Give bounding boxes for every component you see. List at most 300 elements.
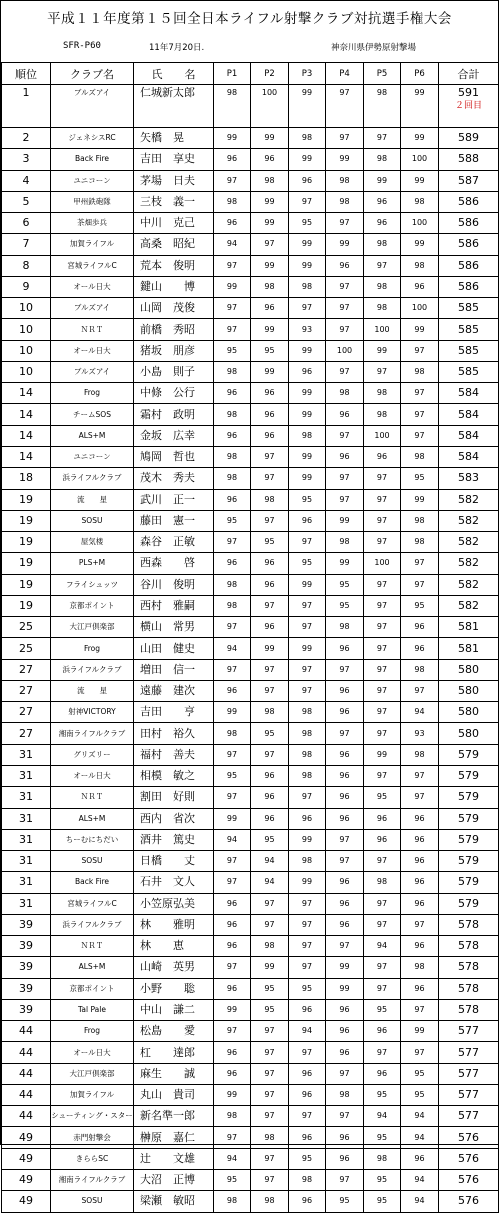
series-score-cell: 100 xyxy=(401,149,439,170)
series-score-cell: 94 xyxy=(214,638,251,659)
series-score-cell: 96 xyxy=(326,1148,364,1169)
series-score-cell: 98 xyxy=(326,532,364,553)
total-value: 579 xyxy=(458,790,479,804)
table-row xyxy=(2,1170,499,1191)
series-score-cell: 97 xyxy=(214,872,251,893)
total-cell xyxy=(439,659,499,680)
series-score-cell: 95 xyxy=(401,1063,439,1084)
club-cell: ブルズアイ xyxy=(51,361,134,382)
table-row xyxy=(2,787,499,808)
series-score-cell: 97 xyxy=(364,595,401,616)
series-score-cell: 97 xyxy=(214,617,251,638)
series-score-cell: 96 xyxy=(214,553,251,574)
series-score-cell: 99 xyxy=(289,468,326,489)
shooter-name-cell: 酒井 篤史 xyxy=(134,829,214,850)
table-row xyxy=(2,361,499,382)
club-cell: ブルズアイ xyxy=(51,85,134,128)
series-score-cell: 99 xyxy=(289,574,326,595)
rank-cell: 7 xyxy=(2,234,51,255)
series-score-cell: 98 xyxy=(214,574,251,595)
shooter-name-cell: 石井 文人 xyxy=(134,872,214,893)
table-row xyxy=(2,765,499,786)
series-score-cell: 97 xyxy=(401,680,439,701)
series-score-cell: 99 xyxy=(364,744,401,765)
club-cell: ALS+M xyxy=(51,808,134,829)
club-cell: 大江戸倶楽部 xyxy=(51,617,134,638)
rank-cell: 31 xyxy=(2,893,51,914)
table-row xyxy=(2,1042,499,1063)
series-score-cell: 97 xyxy=(251,893,289,914)
series-score-cell: 97 xyxy=(364,893,401,914)
table-row xyxy=(2,1063,499,1084)
series-score-cell: 96 xyxy=(326,765,364,786)
table-row xyxy=(2,851,499,872)
club-cell: グリズリー xyxy=(51,744,134,765)
club-cell: ジェネシスRC xyxy=(51,128,134,149)
rank-cell: 6 xyxy=(2,213,51,234)
series-score-cell: 98 xyxy=(289,851,326,872)
total-value: 580 xyxy=(458,662,479,676)
club-cell: 甲州鉄砲隊 xyxy=(51,191,134,212)
rank-cell: 27 xyxy=(2,659,51,680)
shooter-name-cell: 吉田 享史 xyxy=(134,149,214,170)
series-score-cell: 93 xyxy=(289,319,326,340)
series-score-cell: 98 xyxy=(364,404,401,425)
club-cell: 宮城ライフルC xyxy=(51,893,134,914)
table-row xyxy=(2,553,499,574)
shooter-name-cell: 鳩岡 哲也 xyxy=(134,446,214,467)
series-score-cell: 97 xyxy=(401,1042,439,1063)
club-cell: 京都ポイント xyxy=(51,595,134,616)
table-row xyxy=(2,936,499,957)
total-value: 576 xyxy=(458,1130,479,1144)
series-score-cell: 95 xyxy=(214,340,251,361)
series-score-cell: 98 xyxy=(214,361,251,382)
shooter-name-cell: 小野 聡 xyxy=(134,978,214,999)
table-row xyxy=(2,468,499,489)
club-cell: シューティング・スター xyxy=(51,1106,134,1127)
series-score-cell: 99 xyxy=(326,553,364,574)
rank-cell: 31 xyxy=(2,765,51,786)
shooter-name-cell: 榊原 嘉仁 xyxy=(134,1127,214,1148)
table-row xyxy=(2,383,499,404)
table-row xyxy=(2,128,499,149)
series-score-cell: 97 xyxy=(364,680,401,701)
total-value: 584 xyxy=(458,407,479,421)
series-score-cell: 96 xyxy=(214,893,251,914)
series-score-cell: 97 xyxy=(251,468,289,489)
series-score-cell: 95 xyxy=(401,468,439,489)
total-cell xyxy=(439,1063,499,1084)
rank-cell: 44 xyxy=(2,1106,51,1127)
total-value: 582 xyxy=(458,598,479,612)
series-score-cell: 98 xyxy=(364,1148,401,1169)
rank-cell: 10 xyxy=(2,298,51,319)
series-score-cell: 94 xyxy=(401,1191,439,1212)
total-value: 580 xyxy=(458,726,479,740)
series-score-cell: 95 xyxy=(251,532,289,553)
series-score-cell: 97 xyxy=(326,128,364,149)
series-score-cell: 98 xyxy=(401,744,439,765)
table-row xyxy=(2,808,499,829)
series-score-cell: 95 xyxy=(364,1191,401,1212)
club-cell: オール日大 xyxy=(51,276,134,297)
shooter-name-cell: 中山 謙二 xyxy=(134,999,214,1020)
series-score-cell: 97 xyxy=(364,914,401,935)
table-row xyxy=(2,999,499,1020)
series-score-cell: 97 xyxy=(214,851,251,872)
table-row xyxy=(2,638,499,659)
series-score-cell: 98 xyxy=(401,446,439,467)
table-row xyxy=(2,617,499,638)
club-cell: 宮城ライフルC xyxy=(51,255,134,276)
series-score-cell: 99 xyxy=(289,446,326,467)
total-value: 585 xyxy=(458,365,479,379)
series-score-cell: 96 xyxy=(251,787,289,808)
series-score-cell: 96 xyxy=(214,1042,251,1063)
rank-cell: 19 xyxy=(2,489,51,510)
total-value: 585 xyxy=(458,343,479,357)
club-cell: SOSU xyxy=(51,851,134,872)
series-score-cell: 97 xyxy=(214,319,251,340)
total-value: 586 xyxy=(458,194,479,208)
series-score-cell: 95 xyxy=(251,999,289,1020)
series-score-cell: 97 xyxy=(289,595,326,616)
series-score-cell: 95 xyxy=(326,574,364,595)
series-score-cell: 99 xyxy=(401,319,439,340)
series-score-cell: 97 xyxy=(401,340,439,361)
series-score-cell: 96 xyxy=(364,191,401,212)
table-row xyxy=(2,978,499,999)
total-value: 579 xyxy=(458,896,479,910)
series-score-cell: 97 xyxy=(364,510,401,531)
total-value: 579 xyxy=(458,811,479,825)
series-score-cell: 98 xyxy=(289,723,326,744)
series-score-cell: 97 xyxy=(289,659,326,680)
series-score-cell: 96 xyxy=(251,298,289,319)
series-score-cell: 96 xyxy=(289,1127,326,1148)
series-score-cell: 98 xyxy=(364,85,401,128)
series-score-cell: 99 xyxy=(214,276,251,297)
shooter-name-cell: 茅場 日夫 xyxy=(134,170,214,191)
series-score-cell: 98 xyxy=(289,744,326,765)
table-row xyxy=(2,255,499,276)
series-score-cell: 97 xyxy=(326,425,364,446)
series-score-cell: 96 xyxy=(326,808,364,829)
series-score-cell: 96 xyxy=(401,829,439,850)
series-score-cell: 96 xyxy=(251,383,289,404)
total-value: 579 xyxy=(458,832,479,846)
total-cell xyxy=(439,553,499,574)
series-score-cell: 95 xyxy=(251,340,289,361)
series-score-cell: 99 xyxy=(326,234,364,255)
total-value: 585 xyxy=(458,301,479,315)
total-cell xyxy=(439,425,499,446)
series-score-cell: 96 xyxy=(251,617,289,638)
series-score-cell: 95 xyxy=(214,1170,251,1191)
table-row xyxy=(2,829,499,850)
series-score-cell: 98 xyxy=(289,765,326,786)
series-score-cell: 97 xyxy=(289,936,326,957)
series-score-cell: 96 xyxy=(289,1063,326,1084)
series-score-cell: 97 xyxy=(364,617,401,638)
total-cell xyxy=(439,489,499,510)
total-value: 576 xyxy=(458,1194,479,1208)
series-score-cell: 97 xyxy=(326,85,364,128)
series-score-cell: 98 xyxy=(214,595,251,616)
series-score-cell: 96 xyxy=(401,936,439,957)
series-score-cell: 96 xyxy=(214,149,251,170)
series-score-cell: 97 xyxy=(326,936,364,957)
series-score-cell: 97 xyxy=(251,1106,289,1127)
shooter-name-cell: 森谷 正敏 xyxy=(134,532,214,553)
club-cell: ALS+M xyxy=(51,425,134,446)
series-score-cell: 94 xyxy=(214,829,251,850)
club-cell: ちーむにちだい xyxy=(51,829,134,850)
club-cell: ＮＲＴ xyxy=(51,936,134,957)
club-cell: 屋気楼 xyxy=(51,532,134,553)
series-score-cell: 96 xyxy=(401,276,439,297)
series-score-cell: 97 xyxy=(364,255,401,276)
total-value: 582 xyxy=(458,492,479,506)
series-score-cell: 99 xyxy=(251,319,289,340)
header-name: 氏 名 xyxy=(134,63,214,85)
total-value: 584 xyxy=(458,428,479,442)
event-code: SFR-P60 xyxy=(63,41,101,51)
series-score-cell: 97 xyxy=(401,425,439,446)
series-score-cell: 96 xyxy=(214,425,251,446)
series-score-cell: 97 xyxy=(326,1063,364,1084)
series-score-cell: 97 xyxy=(364,765,401,786)
total-cell xyxy=(439,829,499,850)
series-score-cell: 99 xyxy=(364,340,401,361)
club-cell: きららSC xyxy=(51,1148,134,1169)
series-score-cell: 97 xyxy=(401,999,439,1020)
rank-cell: 44 xyxy=(2,1021,51,1042)
total-value: 577 xyxy=(458,1045,479,1059)
series-score-cell: 95 xyxy=(289,489,326,510)
rank-cell: 19 xyxy=(2,595,51,616)
club-cell: 京都ポイント xyxy=(51,978,134,999)
series-score-cell: 96 xyxy=(251,765,289,786)
rank-cell: 19 xyxy=(2,532,51,553)
total-value: 581 xyxy=(458,620,479,634)
series-score-cell: 97 xyxy=(214,659,251,680)
shoot-off-note: ２回目 xyxy=(454,101,482,111)
series-score-cell: 97 xyxy=(326,1106,364,1127)
total-cell xyxy=(439,872,499,893)
series-score-cell: 98 xyxy=(364,149,401,170)
total-cell xyxy=(439,808,499,829)
total-cell xyxy=(439,957,499,978)
club-cell: 湘南ライフルクラブ xyxy=(51,1170,134,1191)
series-score-cell: 95 xyxy=(251,829,289,850)
series-score-cell: 95 xyxy=(364,999,401,1020)
total-value: 584 xyxy=(458,450,479,464)
shooter-name-cell: 杠 達郎 xyxy=(134,1042,214,1063)
series-score-cell: 97 xyxy=(251,1021,289,1042)
table-row xyxy=(2,340,499,361)
shooter-name-cell: 矢橋 晃 xyxy=(134,128,214,149)
total-cell xyxy=(439,851,499,872)
series-score-cell: 94 xyxy=(289,1021,326,1042)
rank-cell: 31 xyxy=(2,808,51,829)
total-cell xyxy=(439,149,499,170)
series-score-cell: 97 xyxy=(326,851,364,872)
series-score-cell: 96 xyxy=(289,808,326,829)
table-row xyxy=(2,1084,499,1105)
total-cell xyxy=(439,234,499,255)
series-score-cell: 96 xyxy=(326,638,364,659)
series-score-cell: 96 xyxy=(326,999,364,1020)
table-row xyxy=(2,1127,499,1148)
club-cell: Back Fire xyxy=(51,872,134,893)
total-value: 586 xyxy=(458,279,479,293)
shooter-name-cell: 鍵山 博 xyxy=(134,276,214,297)
rank-cell: 25 xyxy=(2,638,51,659)
series-score-cell: 97 xyxy=(364,128,401,149)
total-value: 578 xyxy=(458,917,479,931)
shooter-name-cell: 相模 敏之 xyxy=(134,765,214,786)
header-p5: P5 xyxy=(364,63,401,85)
rank-cell: 31 xyxy=(2,744,51,765)
series-score-cell: 97 xyxy=(326,1170,364,1191)
total-cell xyxy=(439,638,499,659)
table-row xyxy=(2,893,499,914)
table-row xyxy=(2,659,499,680)
rank-cell: 8 xyxy=(2,255,51,276)
rank-cell: 19 xyxy=(2,510,51,531)
series-score-cell: 95 xyxy=(214,510,251,531)
series-score-cell: 98 xyxy=(214,446,251,467)
series-score-cell: 96 xyxy=(214,978,251,999)
total-value: 582 xyxy=(458,513,479,527)
rank-cell: 39 xyxy=(2,936,51,957)
shooter-name-cell: 中川 克己 xyxy=(134,213,214,234)
series-score-cell: 95 xyxy=(289,213,326,234)
shooter-name-cell: 茂木 秀夫 xyxy=(134,468,214,489)
series-score-cell: 97 xyxy=(401,553,439,574)
series-score-cell: 96 xyxy=(401,851,439,872)
shooter-name-cell: 谷川 俊明 xyxy=(134,574,214,595)
series-score-cell: 99 xyxy=(251,128,289,149)
series-score-cell: 97 xyxy=(364,1042,401,1063)
series-score-cell: 95 xyxy=(326,1191,364,1212)
series-score-cell: 99 xyxy=(326,149,364,170)
series-score-cell: 95 xyxy=(364,787,401,808)
table-row xyxy=(2,489,499,510)
series-score-cell: 99 xyxy=(214,999,251,1020)
series-score-cell: 97 xyxy=(251,510,289,531)
total-cell xyxy=(439,319,499,340)
series-score-cell: 98 xyxy=(214,723,251,744)
total-cell xyxy=(439,1148,499,1169)
series-score-cell: 100 xyxy=(326,340,364,361)
rank-cell: 10 xyxy=(2,361,51,382)
series-score-cell: 97 xyxy=(289,532,326,553)
series-score-cell: 96 xyxy=(326,404,364,425)
series-score-cell: 100 xyxy=(364,553,401,574)
total-cell xyxy=(439,1106,499,1127)
series-score-cell: 98 xyxy=(289,702,326,723)
rank-cell: 49 xyxy=(2,1148,51,1169)
series-score-cell: 95 xyxy=(289,553,326,574)
series-score-cell: 97 xyxy=(251,1063,289,1084)
shooter-name-cell: 武川 正一 xyxy=(134,489,214,510)
total-cell xyxy=(439,213,499,234)
series-score-cell: 96 xyxy=(326,787,364,808)
total-value: 588 xyxy=(458,152,479,166)
rank-cell: 31 xyxy=(2,787,51,808)
header-p3: P3 xyxy=(289,63,326,85)
header-p4: P4 xyxy=(326,63,364,85)
total-cell xyxy=(439,1084,499,1105)
table-row xyxy=(2,532,499,553)
series-score-cell: 99 xyxy=(289,404,326,425)
series-score-cell: 97 xyxy=(289,893,326,914)
table-row xyxy=(2,574,499,595)
total-value: 582 xyxy=(458,535,479,549)
series-score-cell: 99 xyxy=(401,489,439,510)
rank-cell: 25 xyxy=(2,617,51,638)
series-score-cell: 97 xyxy=(364,489,401,510)
series-score-cell: 96 xyxy=(289,1191,326,1212)
total-cell xyxy=(439,276,499,297)
rank-cell: 9 xyxy=(2,276,51,297)
series-score-cell: 98 xyxy=(289,276,326,297)
header-p6: P6 xyxy=(401,63,439,85)
series-score-cell: 97 xyxy=(364,702,401,723)
series-score-cell: 97 xyxy=(289,680,326,701)
table-row xyxy=(2,170,499,191)
series-score-cell: 98 xyxy=(251,702,289,723)
rank-cell: 44 xyxy=(2,1084,51,1105)
series-score-cell: 98 xyxy=(401,255,439,276)
club-cell: Frog xyxy=(51,1021,134,1042)
total-value: 577 xyxy=(458,1088,479,1102)
rank-cell: 19 xyxy=(2,553,51,574)
table-row xyxy=(2,85,499,128)
series-score-cell: 98 xyxy=(326,191,364,212)
total-value: 591 xyxy=(458,86,479,99)
series-score-cell: 99 xyxy=(251,957,289,978)
series-score-cell: 98 xyxy=(251,489,289,510)
series-score-cell: 98 xyxy=(364,383,401,404)
rank-cell: 27 xyxy=(2,723,51,744)
total-cell xyxy=(439,1021,499,1042)
series-score-cell: 96 xyxy=(326,702,364,723)
series-score-cell: 97 xyxy=(326,298,364,319)
table-row xyxy=(2,914,499,935)
series-score-cell: 96 xyxy=(326,744,364,765)
club-cell: ユニコーン xyxy=(51,446,134,467)
series-score-cell: 98 xyxy=(251,276,289,297)
shooter-name-cell: 山岡 茂俊 xyxy=(134,298,214,319)
shooter-name-cell: 福村 善夫 xyxy=(134,744,214,765)
series-score-cell: 98 xyxy=(401,361,439,382)
shooter-name-cell: 横山 常男 xyxy=(134,617,214,638)
results-body xyxy=(2,85,499,1213)
total-cell xyxy=(439,1042,499,1063)
rank-cell: 39 xyxy=(2,978,51,999)
series-score-cell: 99 xyxy=(289,234,326,255)
series-score-cell: 96 xyxy=(214,489,251,510)
club-cell: 湘南ライフルクラブ xyxy=(51,723,134,744)
series-score-cell: 98 xyxy=(289,128,326,149)
series-score-cell: 97 xyxy=(401,765,439,786)
club-cell: PLS+M xyxy=(51,553,134,574)
rank-cell: 14 xyxy=(2,404,51,425)
